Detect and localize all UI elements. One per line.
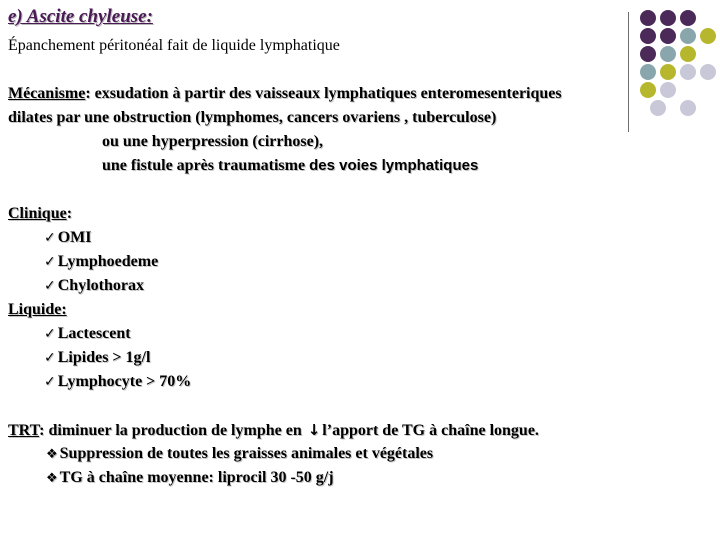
trt-text-b: l’apport de TG à chaîne longue.	[322, 422, 539, 439]
mecanisme-text-1: : exsudation à partir des vaisseaux lymphatiques enteromesenteriques	[85, 85, 562, 102]
clinique-item-omi: OMI	[57, 229, 92, 246]
clinique-colon: :	[66, 205, 73, 222]
mecanisme-line-2: dilates par une obstruction (lymphomes, cancers ovariens , tuberculose)	[8, 109, 497, 126]
dot-lavender	[680, 100, 696, 116]
mecanisme-line-1	[8, 85, 562, 103]
liquide-item-lipides: Lipides > 1g/l	[57, 349, 151, 366]
dot-olive	[700, 28, 716, 44]
definition-text: Épanchement péritonéal fait de liquide lymphatique	[8, 37, 340, 54]
check-icon: ✓	[44, 374, 56, 390]
dot-purple	[640, 28, 656, 44]
dot-olive	[640, 82, 656, 98]
list-item	[46, 445, 433, 463]
dot-purple	[640, 46, 656, 62]
dot-teal	[680, 28, 696, 44]
trt-item-tg: TG à chaîne moyenne: liprocil 30 -50 g/j	[59, 469, 334, 486]
dot-purple	[660, 10, 676, 26]
vertical-divider	[628, 12, 629, 132]
dot-lavender	[700, 64, 716, 80]
diamond-bullet-icon: ❖	[46, 447, 58, 462]
mecanisme-label: Mécanisme	[8, 85, 86, 102]
dot-purple	[680, 10, 696, 26]
dot-purple	[640, 10, 656, 26]
list-item	[44, 373, 191, 391]
dot-lavender	[680, 64, 696, 80]
dot-purple	[660, 28, 676, 44]
list-item	[44, 325, 131, 343]
check-icon: ✓	[44, 278, 56, 294]
dot-teal	[640, 64, 656, 80]
liquide-item-lactescent: Lactescent	[57, 325, 131, 342]
dot-teal	[660, 46, 676, 62]
dot-olive	[680, 46, 696, 62]
list-item	[44, 349, 150, 367]
diamond-bullet-icon: ❖	[46, 471, 58, 486]
mecanisme-text-4a: une fistule après traumatisme	[102, 157, 310, 174]
trt-item-suppression: Suppression de toutes les graisses animales et végétales	[59, 445, 434, 462]
list-item	[46, 469, 334, 487]
clinique-label: Clinique	[8, 205, 67, 222]
dot-lavender	[650, 100, 666, 116]
liquide-label: Liquide:	[8, 301, 67, 318]
clinique-heading	[8, 205, 72, 223]
mecanisme-line-3: ou une hyperpression (cirrhose),	[102, 133, 324, 150]
mecanisme-line-4	[102, 157, 478, 175]
check-icon: ✓	[44, 350, 56, 366]
list-item	[44, 253, 158, 271]
check-icon: ✓	[44, 230, 56, 246]
clinique-item-lymphoedeme: Lymphoedeme	[57, 253, 159, 270]
dot-olive	[660, 64, 676, 80]
slide-title: e) Ascite chyleuse:	[8, 6, 153, 27]
list-item	[44, 277, 144, 295]
check-icon: ✓	[44, 326, 56, 342]
trt-line	[8, 421, 539, 440]
trt-label: TRT	[8, 422, 40, 439]
check-icon: ✓	[44, 254, 56, 270]
dot-lavender	[660, 82, 676, 98]
trt-text-a: : diminuer la production de lymphe en	[39, 422, 306, 439]
liquide-item-lymphocyte: Lymphocyte > 70%	[57, 373, 192, 390]
mecanisme-text-4b: des voies lymphatiques	[309, 157, 479, 174]
list-item	[44, 229, 92, 247]
clinique-item-chylothorax: Chylothorax	[57, 277, 144, 294]
arrow-down-icon: ↓	[307, 421, 321, 439]
